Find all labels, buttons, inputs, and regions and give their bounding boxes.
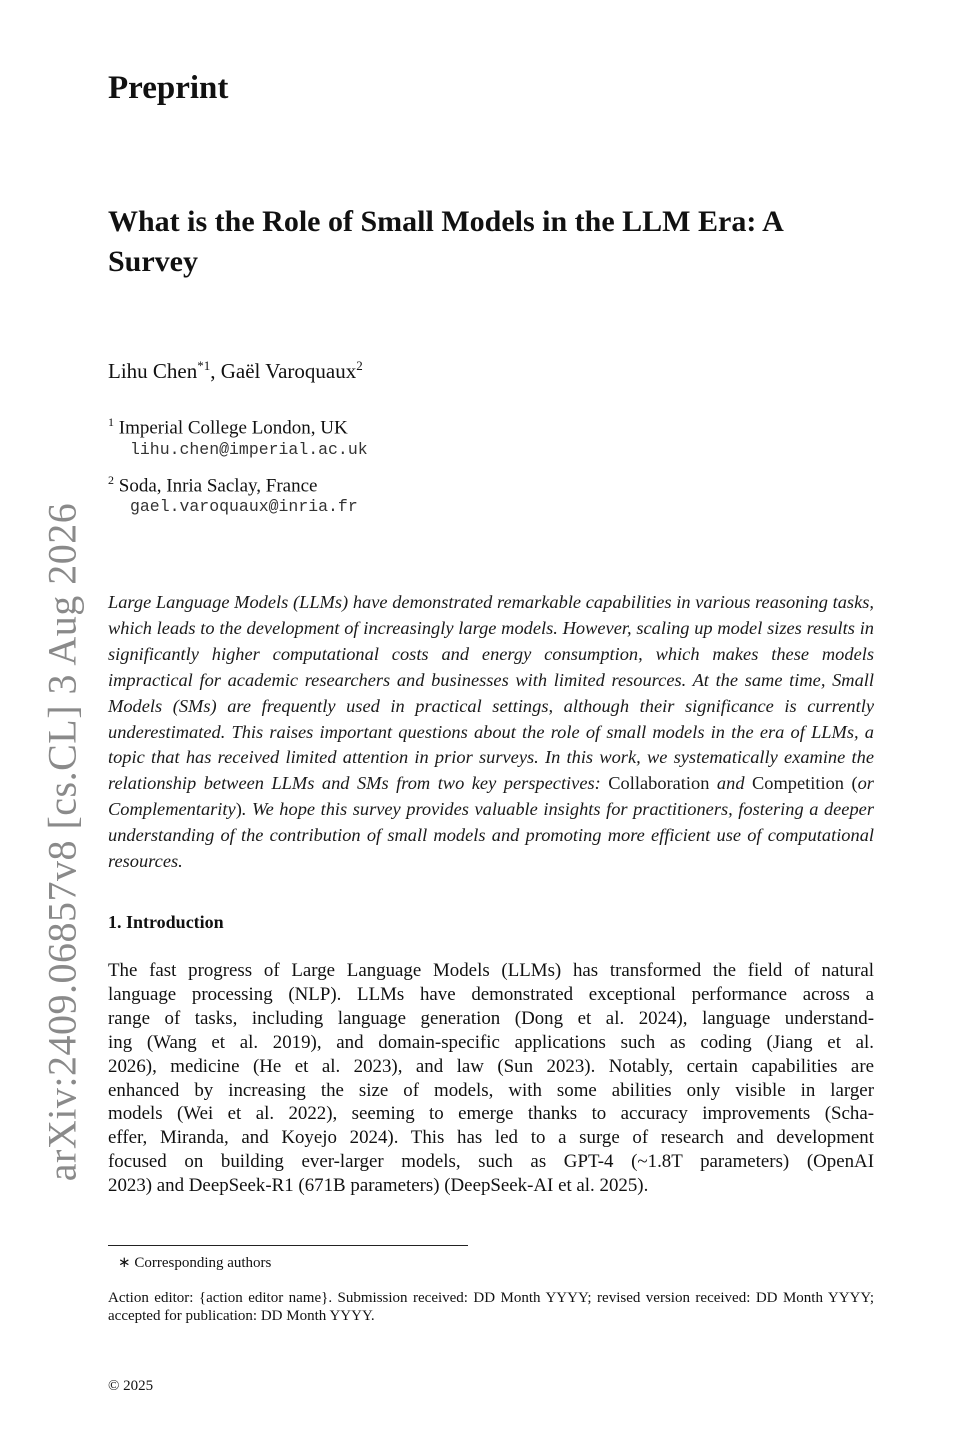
affiliation: [108, 410, 348, 440]
section-heading: 1. Introduction: [108, 912, 224, 932]
introduction-paragraph: [108, 959, 874, 1198]
text-line: language processing (NLP). LLMs have demonstrated exceptional performance across a: [108, 983, 874, 1005]
abstract-text: or Complementarity: [108, 773, 874, 820]
text-line: models (Wei et al. 2022), seeming to emerge thanks to accuracy improvements (Scha-: [108, 1103, 874, 1125]
text-line: effer, Miranda, and Koyejo 2024). This has led to a surge of research and development: [108, 1127, 874, 1149]
author-name: Gaël Varoquaux: [220, 359, 357, 383]
paper-title: What is the Role of Small Models in the LLM Era: A Survey: [108, 205, 783, 278]
footnote-text: Corresponding authors: [134, 1255, 272, 1271]
text-line: The fast progress of Large Language Models (LLMs) has transformed the field of natural: [108, 960, 874, 981]
abstract-text: Large Language Models (LLMs) have demonstrated remarkable capabilities in various reasoning tasks, which leads to the development of increasingly large models. However, scaling up model sizes results in significantly higher computational costs and energy consumption, which makes these models impractical for academic researchers and businesses with limited resources. At the same time, Small Models (SMs) are frequently used in practical settings, although their significance is currently underestimated. This raises important questions about the role of small models in the era of LLMs, a topic that has received limited attention in prior surveys. In this work, we systematically examine the relationship between LLMs and SMs from two key perspectives:: [108, 592, 874, 794]
author-email: gael.varoquaux@inria.fr: [130, 497, 358, 516]
affiliation: [108, 468, 317, 498]
author-email: lihu.chen@imperial.ac.uk: [130, 440, 368, 459]
author-separator: ,: [210, 359, 221, 383]
affiliation-number: 1: [108, 415, 114, 429]
abstract-paren: ): [235, 799, 242, 820]
abstract-term: Competition: [752, 773, 844, 794]
arxiv-stamp: arXiv:2409.06857v8 [cs.CL] 3 Aug 2026: [39, 502, 85, 1182]
footnote-mark: ∗: [118, 1255, 131, 1271]
author-marks: 2: [356, 358, 363, 373]
author-list: [108, 351, 363, 386]
author-name: Lihu Chen: [108, 359, 198, 383]
text-line: 2026), medicine (He et al. 2023), and law (Sun 2023). Notably, certain capabilities are: [108, 1055, 874, 1077]
abstract-text: . We hope this survey provides valuable insights for practitioners, fostering a deeper understanding of the contribution of small models and promoting more efficient use of computational resources.: [108, 799, 874, 872]
text-line: enhanced by increasing the size of models, with some abilities only visible in larger: [108, 1079, 874, 1101]
affiliation-number: 2: [108, 473, 114, 487]
preprint-label: Preprint: [108, 70, 229, 106]
copyright: © 2025: [108, 1378, 154, 1394]
text-line: focused on building ever-larger models, such as GPT-4 (~1.8T parameters) (OpenAI: [108, 1151, 874, 1173]
affiliation-org: Imperial College London, UK: [118, 417, 348, 439]
abstract: [108, 590, 874, 875]
footnote: [118, 1253, 271, 1272]
text-line: 2023) and DeepSeek-R1 (671B parameters) (DeepSeek-AI et al. 2025).: [108, 1175, 649, 1197]
author-marks: *1: [197, 358, 211, 373]
abstract-paren: (: [851, 773, 858, 794]
abstract-term: Collaboration: [608, 773, 710, 794]
text-line: ing (Wang et al. 2019), and domain-specific applications such as coding (Jiang et al.: [108, 1031, 874, 1053]
abstract-text: and: [716, 773, 745, 794]
text-line: range of tasks, including language generation (Dong et al. 2024), language understand-: [108, 1007, 874, 1029]
affiliation-org: Soda, Inria Saclay, France: [118, 475, 318, 497]
footnote-rule: [108, 1245, 468, 1246]
editor-note: Action editor: {action editor name}. Submission received: DD Month YYYY; revised version received: DD Month YYYY; accepted for publication: DD Month YYYY.: [108, 1290, 874, 1324]
